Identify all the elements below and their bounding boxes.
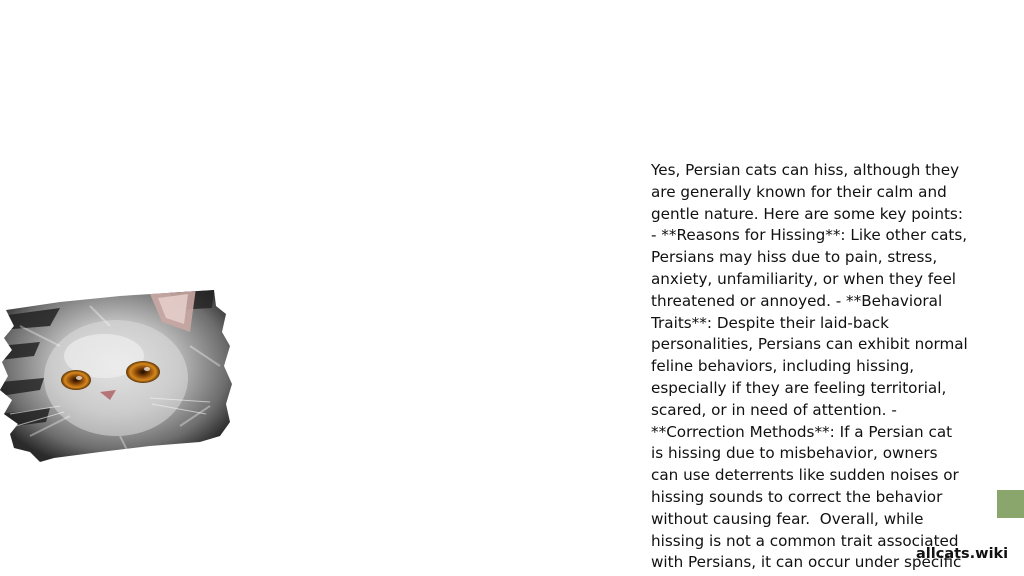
article-body-text: Yes, Persian cats can hiss, although they are generally known for their calm and gentle nature. Here are some key points: - **Reasons for Hissing**: Like other cats, Persians may hiss due to pain, stress, anxiety, unfamiliarity, or when they feel threatened or annoyed. - **Behavioral Traits**: Despite their laid-back personalities, Persians can exhibit normal feline behaviors, including hissing, especially if they are feeling territorial, scared, or in need of attention. - **Correction Methods**: If a Persian cat is hissing due to misbehavior, owners can use deterrents like sudden noises or hissing sounds to correct the behavior without causing fear. Overall, while hissing is not a common trait associated with Persians, it can occur under specific — [651, 161, 973, 572]
brand-accent-square — [997, 490, 1024, 518]
persian-cat-image — [0, 286, 232, 462]
site-watermark: allcats.wiki — [916, 546, 1009, 562]
